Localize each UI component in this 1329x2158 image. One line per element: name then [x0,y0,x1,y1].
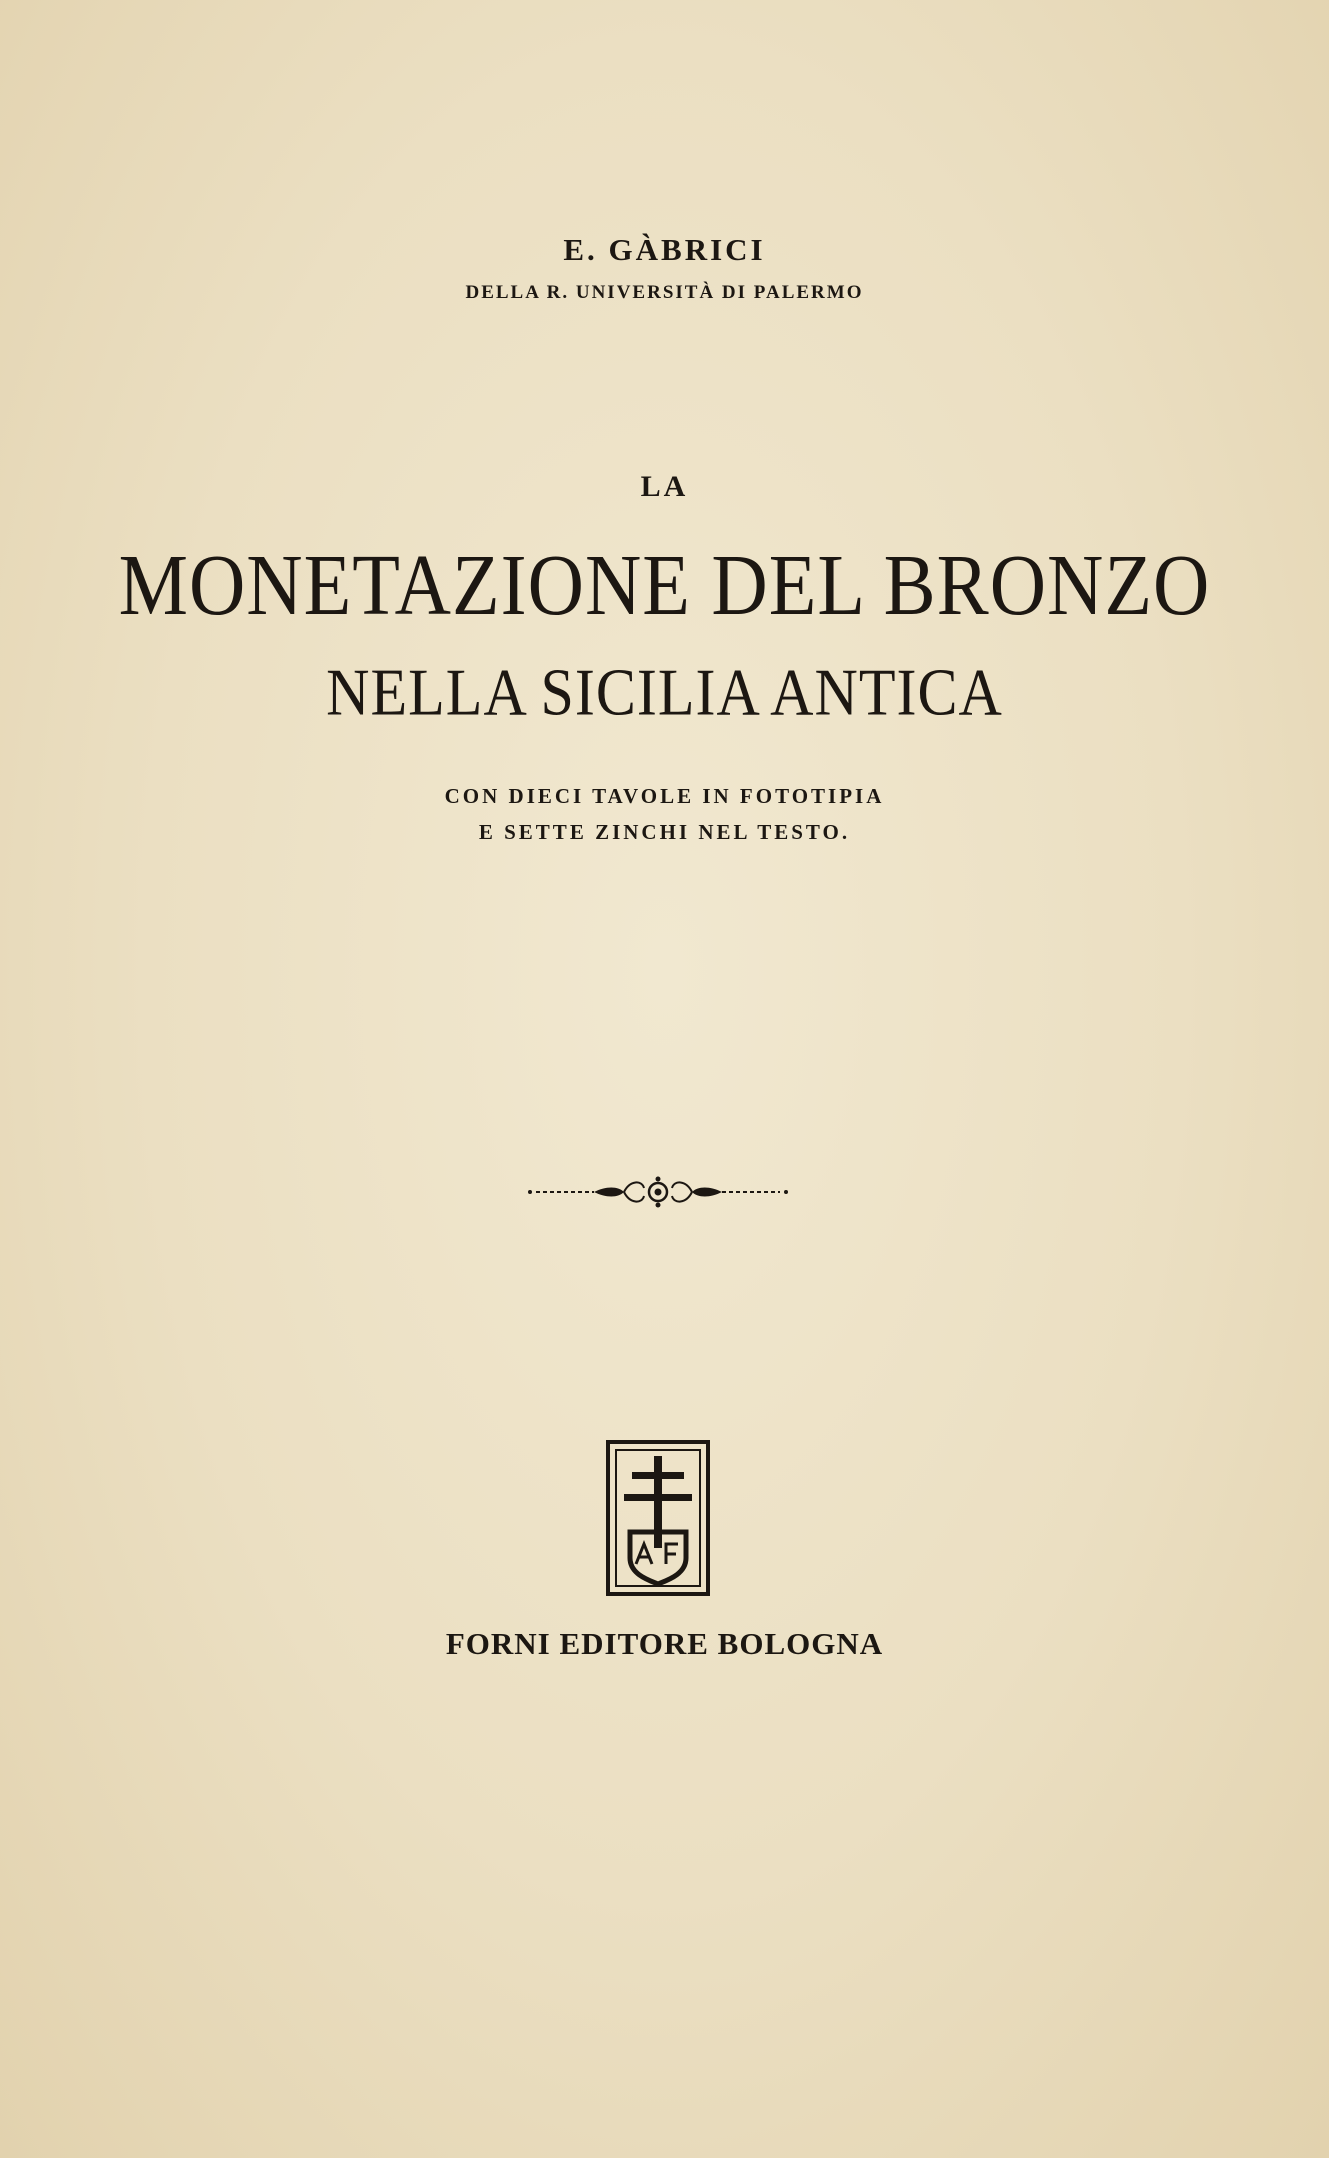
publisher-cross-emblem-icon [606,1440,710,1596]
description-line-1: CON DIECI TAVOLE IN FOTOTIPIA [444,784,885,808]
description-line-2: E SETTE ZINCHI NEL TESTO. [478,820,851,844]
title-article: LA [640,470,689,503]
author-name: E. GÀBRICI [563,232,766,267]
floral-divider-icon [524,1172,792,1212]
author-affiliation: DELLA R. UNIVERSITÀ DI PALERMO [465,282,864,303]
main-title: MONETAZIONE DEL BRONZO [118,535,1211,634]
publisher-name: FORNI EDITORE BOLOGNA [445,1626,884,1661]
subtitle: NELLA SICILIA ANTICA [326,655,1003,729]
